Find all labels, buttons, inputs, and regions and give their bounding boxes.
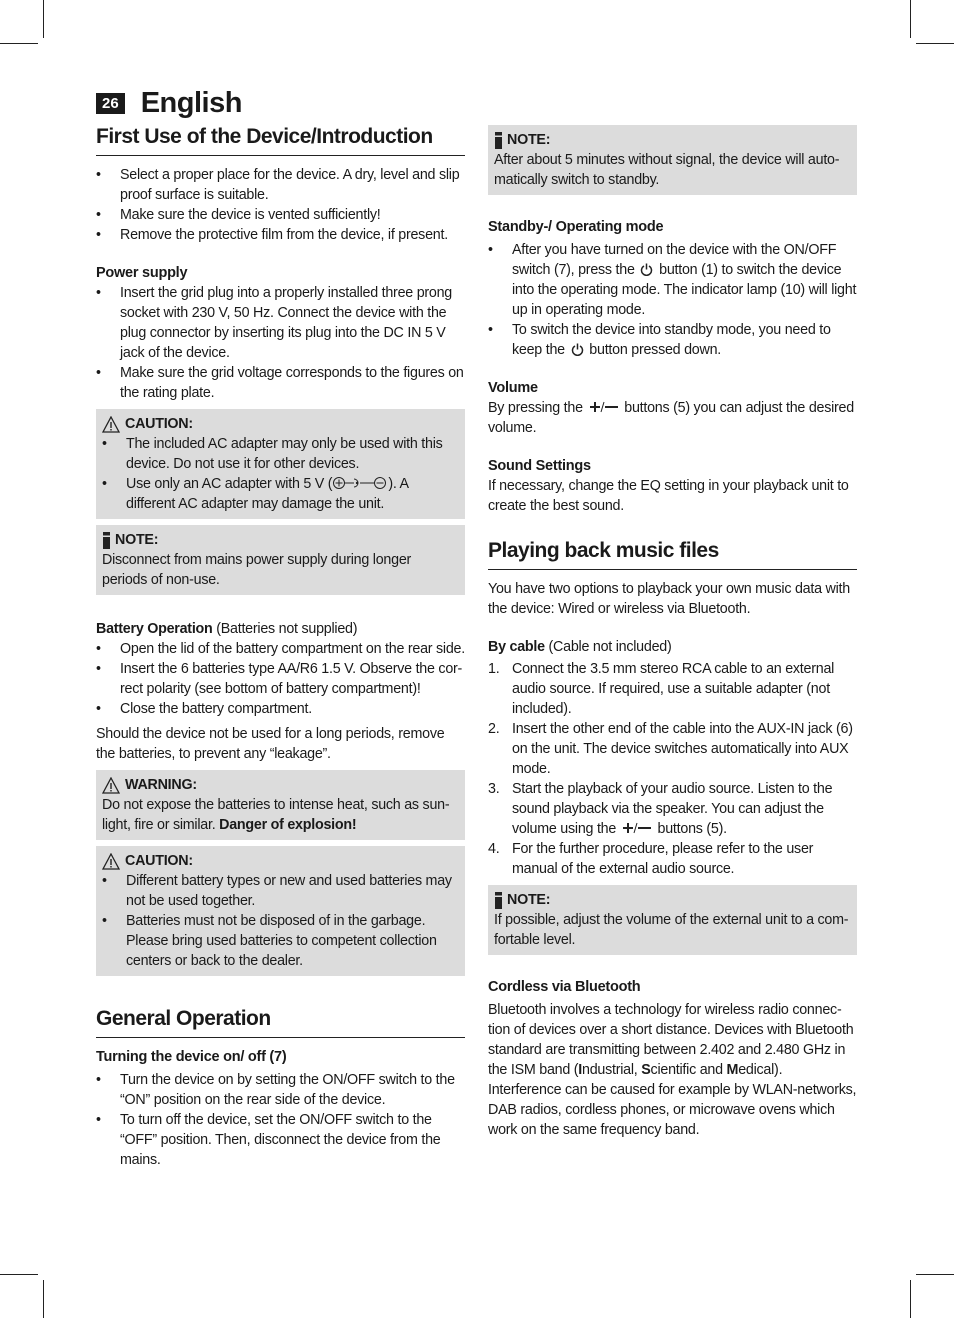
volume-text: By pressing the buttons (5) you can adjust the desired volume. xyxy=(488,400,854,436)
note-text: If possible, adjust the volume of the external unit to a com-fortable level. xyxy=(494,912,849,948)
crop-mark xyxy=(0,1274,38,1275)
note-text: After about 5 minutes without signal, the device will auto-matically switch to standby. xyxy=(494,152,840,188)
plus-minus-icon xyxy=(589,400,619,414)
subheading-volume: Volume xyxy=(488,380,538,396)
battery-list xyxy=(96,639,465,719)
list-item: • Remove the protective film from the device, if present. xyxy=(96,225,465,245)
list-item: • To turn off the device, set the ON/OFF switch to the “OFF” position. Then, disconnect the device from the mains. xyxy=(96,1110,465,1170)
note-title: NOTE: xyxy=(102,530,459,550)
note-box xyxy=(96,525,465,595)
list-item: • Batteries must not be disposed of in the garbage. Please bring used batteries to competent collection centers or back to the dealer. xyxy=(102,911,459,971)
list-item: • Use only an AC adapter with 5 V ( ). A different AC adapter may damage the unit. xyxy=(102,474,459,514)
caution-box xyxy=(96,846,465,976)
section-heading-general-operation: General Operation xyxy=(96,1004,465,1038)
power-icon xyxy=(640,263,653,276)
playing-intro: You have two options to playback your own music data with the device: Wired or wireless via Bluetooth. xyxy=(488,581,850,617)
note-title: NOTE: xyxy=(494,890,851,910)
warning-triangle-icon xyxy=(102,853,120,870)
list-item: • Turn the device on by setting the ON/OFF switch to the “ON” position on the rear side of the device. xyxy=(96,1070,465,1110)
list-item: • Open the lid of the battery compartment on the rear side. xyxy=(96,639,465,659)
list-item: 4. For the further procedure, please refer to the user manual of the external audio source. xyxy=(488,841,814,877)
info-icon xyxy=(494,892,503,909)
general-operation-list xyxy=(96,1070,465,1170)
warning-text: Do not expose the batteries to intense heat, such as sun-light, fire or similar. Danger of explosion! xyxy=(102,797,450,833)
subheading-bluetooth: Cordless via Bluetooth xyxy=(488,979,641,995)
caution-box xyxy=(96,409,465,519)
list-item: • To switch the device into standby mode, you need to keep the button pressed down. xyxy=(488,320,857,360)
crop-mark xyxy=(0,43,38,44)
power-icon xyxy=(571,343,584,356)
warning-triangle-icon xyxy=(102,416,120,433)
caution-title: CAUTION: xyxy=(102,414,459,434)
subheading-turning-on-off: Turning the device on/ off (7) xyxy=(96,1049,287,1065)
info-icon xyxy=(102,532,111,549)
list-item: • Close the battery compartment. xyxy=(96,699,465,719)
list-item: • Make sure the device is vented sufficiently! xyxy=(96,205,465,225)
note-title: NOTE: xyxy=(494,130,851,150)
list-item: 1. Connect the 3.5 mm stereo RCA cable to an external audio source. If required, use a suitable adapter (not included). xyxy=(488,661,835,717)
info-icon xyxy=(494,132,503,149)
polarity-symbol-icon xyxy=(332,476,388,490)
page-number: 26 xyxy=(96,93,125,114)
crop-mark xyxy=(916,43,954,44)
subheading-battery: Battery Operation (Batteries not supplied) xyxy=(96,621,358,637)
note-box xyxy=(488,125,857,195)
page-header xyxy=(96,86,242,120)
subheading-by-cable: By cable (Cable not included) xyxy=(488,639,672,655)
subheading-sound-settings: Sound Settings xyxy=(488,458,591,474)
note-text: Disconnect from mains power supply during longer periods of non-use. xyxy=(102,552,412,588)
right-column xyxy=(488,125,857,1140)
list-item: • Different battery types or new and used batteries may not be used together. xyxy=(102,871,459,911)
subheading-power-supply: Power supply xyxy=(96,265,188,281)
list-item: • Select a proper place for the device. A dry, level and slip proof surface is suitable. xyxy=(96,165,465,205)
battery-paragraph: Should the device not be used for a long periods, remove the batteries, to prevent any “leakage”. xyxy=(96,726,445,762)
first-use-list xyxy=(96,165,465,245)
list-item: • Insert the 6 batteries type AA/R6 1.5 V. Observe the cor-rect polarity (see bottom of battery compartment)! xyxy=(96,659,465,699)
list-item: • The included AC adapter may only be used with this device. Do not use it for other devices. xyxy=(102,434,459,474)
caution-title: CAUTION: xyxy=(102,851,459,871)
list-item: 2. Insert the other end of the cable into the AUX-IN jack (6) on the unit. The device switches automatically into AUX mode. xyxy=(488,721,853,777)
crop-mark xyxy=(43,1280,44,1318)
bluetooth-text: Bluetooth involves a technology for wireless radio connec-tion of devices over a short distance. Devices with Bluetooth standard are transmitting between 2.402 and 2.480 GHz in the ISM band (Industrial, Scientific and Medical). Interference can be caused for example by WLAN-networks, DAB radios, cordless phones, or microwave ovens which work on the same frequency band. xyxy=(488,1002,857,1138)
page-title: English xyxy=(140,86,242,119)
plus-minus-icon xyxy=(622,821,652,835)
list-item: 3. Start the playback of your audio source. Listen to the sound playback via the speaker. You can adjust the volume using the buttons (5). xyxy=(488,781,833,837)
list-item: • After you have turned on the device with the ON/OFF switch (7), press the button (1) to switch the device into the operating mode. The indicator lamp (10) will light up in operating mode. xyxy=(488,240,857,320)
section-heading-playing-back: Playing back music files xyxy=(488,536,857,570)
crop-mark xyxy=(916,1274,954,1275)
subheading-standby: Standby-/ Operating mode xyxy=(488,219,664,235)
standby-list xyxy=(488,240,857,360)
crop-mark xyxy=(910,1280,911,1318)
note-box xyxy=(488,885,857,955)
crop-mark xyxy=(43,0,44,38)
warning-triangle-icon xyxy=(102,777,120,794)
warning-box xyxy=(96,770,465,840)
list-item: • Insert the grid plug into a properly installed three prong socket with 230 V, 50 Hz. Connect the device with the plug connector by inserting its plug into the DC IN 5 V jack of the device. xyxy=(96,283,465,363)
section-heading-first-use: First Use of the Device/Introduction xyxy=(96,122,465,156)
left-column xyxy=(96,122,465,1170)
crop-mark xyxy=(910,0,911,38)
warning-title: WARNING: xyxy=(102,775,459,795)
power-supply-list xyxy=(96,283,465,403)
list-item: • Make sure the grid voltage corresponds to the figures on the rating plate. xyxy=(96,363,465,403)
sound-text: If necessary, change the EQ setting in your playback unit to create the best sound. xyxy=(488,478,849,514)
cable-steps-list xyxy=(488,659,857,879)
